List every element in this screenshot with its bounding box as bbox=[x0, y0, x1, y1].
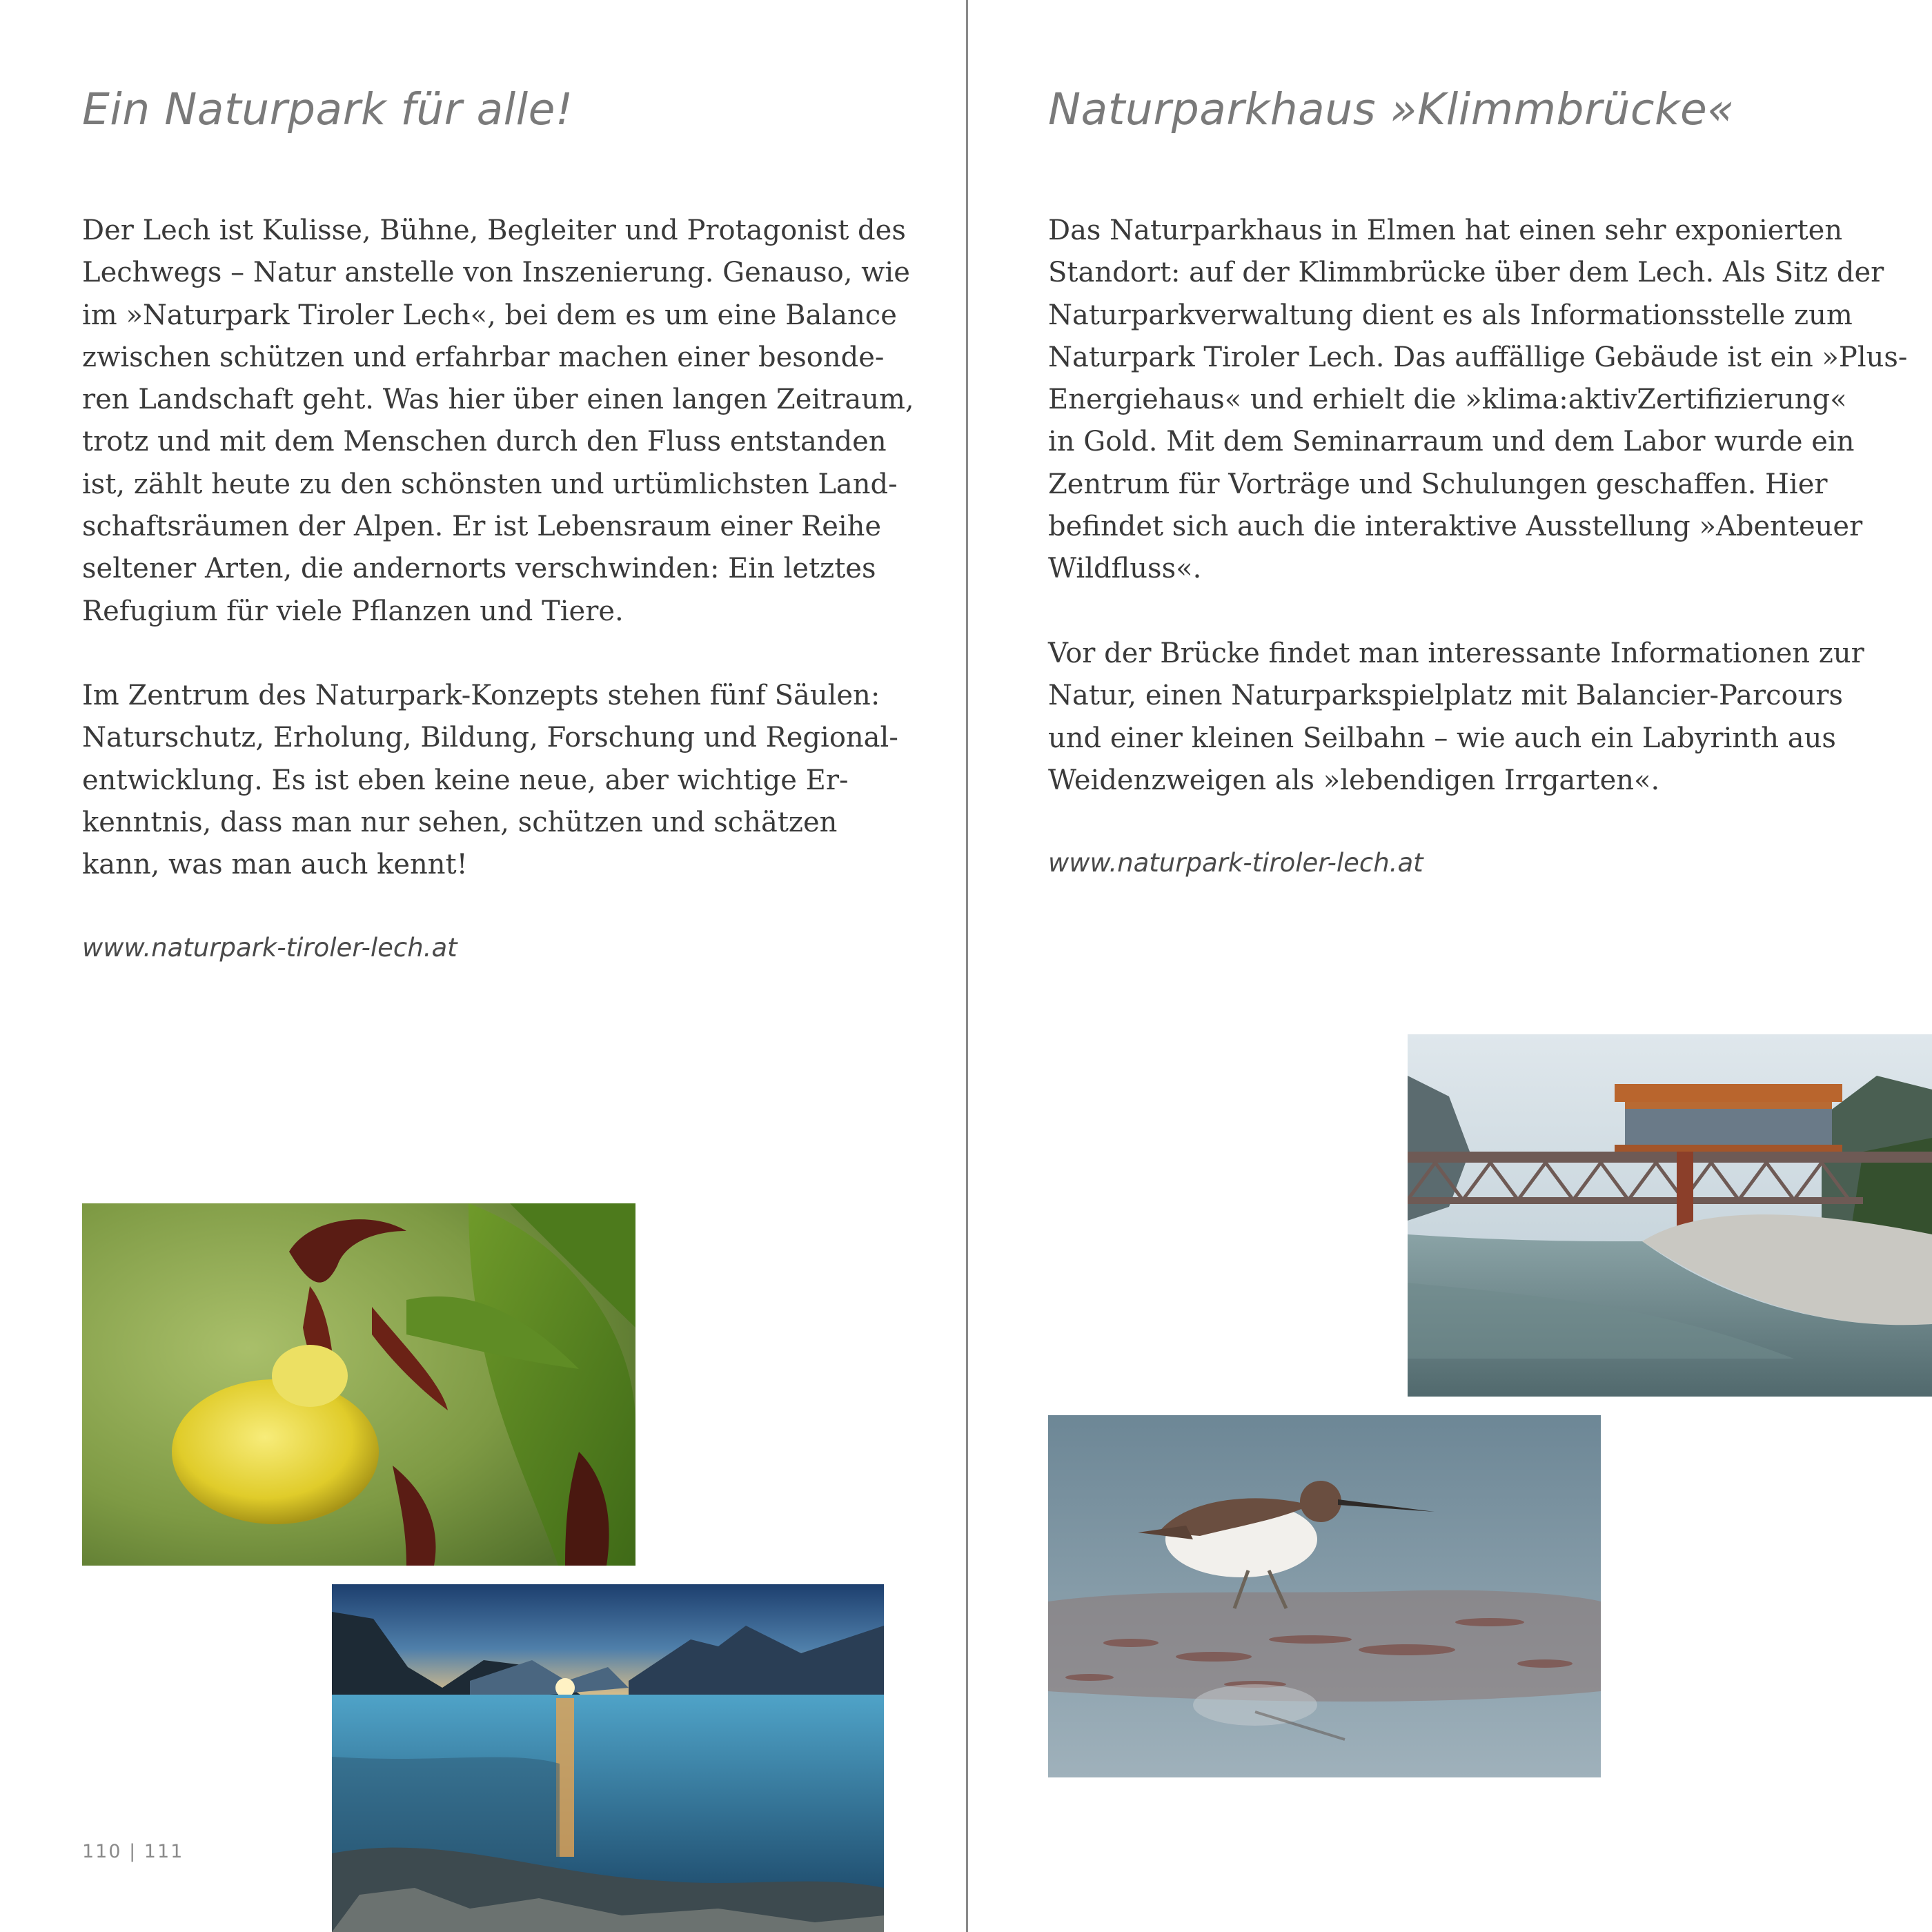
text-line: und einer kleinen Seilbahn – wie auch ein Labyrinth aus bbox=[1048, 722, 1836, 754]
text-line: Weidenzweigen als »lebendigen Irrgarten«. bbox=[1048, 764, 1660, 796]
text-line: Natur, einen Naturparkspielplatz mit Balancier-Parcours bbox=[1048, 680, 1843, 712]
text-line: entwicklung. Es ist eben keine neue, aber wichtige Er- bbox=[82, 764, 849, 796]
right-paragraph-1 bbox=[1048, 210, 1907, 591]
text-line: Im Zentrum des Naturpark-Konzepts stehen fünf Säulen: bbox=[82, 680, 880, 711]
page-number: 110 | 111 bbox=[82, 1841, 184, 1862]
text-line: Zentrum für Vorträge und Schulungen geschaffen. Hier bbox=[1048, 468, 1828, 500]
left-paragraph-2 bbox=[82, 675, 898, 886]
text-line: im »Naturpark Tiroler Lech«, bei dem es um eine Balance bbox=[82, 299, 897, 331]
text-line: Der Lech ist Kulisse, Bühne, Begleiter und Protagonist des bbox=[82, 215, 906, 246]
text-line: Naturpark Tiroler Lech. Das auffällige Gebäude ist ein »Plus- bbox=[1048, 341, 1908, 373]
text-line: Standort: auf der Klimmbrücke über dem Lech. Als Sitz der bbox=[1048, 257, 1884, 289]
text-line: Wildfluss«. bbox=[1048, 553, 1202, 585]
left-page-heading: Ein Naturpark für alle! bbox=[82, 84, 573, 135]
text-line: ist, zählt heute zu den schönsten und urtümlichsten Land- bbox=[82, 468, 898, 500]
text-line: Refugium für viele Pflanzen und Tiere. bbox=[82, 595, 624, 627]
left-paragraph-1 bbox=[82, 210, 914, 633]
text-line: Das Naturparkhaus in Elmen hat einen sehr exponierten bbox=[1048, 215, 1843, 246]
right-page-heading: Naturparkhaus »Klimmbrücke« bbox=[1048, 84, 1735, 135]
text-line: in Gold. Mit dem Seminarraum und dem Labor wurde ein bbox=[1048, 426, 1855, 458]
text-line: seltener Arten, die andernorts verschwinden: Ein letztes bbox=[82, 553, 876, 585]
text-line: kenntnis, dass man nur sehen, schützen und schätzen bbox=[82, 806, 838, 838]
text-line: Vor der Brücke findet man interessante Informationen zur bbox=[1048, 638, 1864, 669]
text-line: Naturschutz, Erholung, Bildung, Forschung und Regional- bbox=[82, 722, 898, 754]
lech-river-sunset-photo bbox=[332, 1584, 884, 1932]
ladys-slipper-orchid-photo bbox=[82, 1203, 635, 1566]
left-website-link[interactable]: www.naturpark-tiroler-lech.at bbox=[82, 933, 457, 963]
right-website-link[interactable]: www.naturpark-tiroler-lech.at bbox=[1048, 848, 1423, 878]
text-line: zwischen schützen und erfahrbar machen einer besonde- bbox=[82, 341, 885, 373]
sandpiper-bird-photo bbox=[1048, 1415, 1601, 1777]
text-line: Energiehaus« und erhielt die »klima:aktivZertifizierung« bbox=[1048, 384, 1847, 416]
text-line: trotz und mit dem Menschen durch den Fluss entstanden bbox=[82, 426, 887, 458]
text-line: kann, was man auch kennt! bbox=[82, 849, 468, 881]
text-line: befindet sich auch die interaktive Ausstellung »Abenteuer bbox=[1048, 511, 1863, 543]
text-line: ren Landschaft geht. Was hier über einen langen Zeitraum, bbox=[82, 384, 914, 416]
text-line: Naturparkverwaltung dient es als Informationsstelle zum bbox=[1048, 299, 1853, 331]
text-line: schaftsräumen der Alpen. Er ist Lebensraum einer Reihe bbox=[82, 511, 882, 543]
klimmbruecke-bridge-photo bbox=[1408, 1034, 1932, 1397]
page-gutter-divider bbox=[966, 0, 968, 1932]
text-line: Lechwegs – Natur anstelle von Inszenierung. Genauso, wie bbox=[82, 257, 910, 289]
right-paragraph-2 bbox=[1048, 633, 1864, 802]
